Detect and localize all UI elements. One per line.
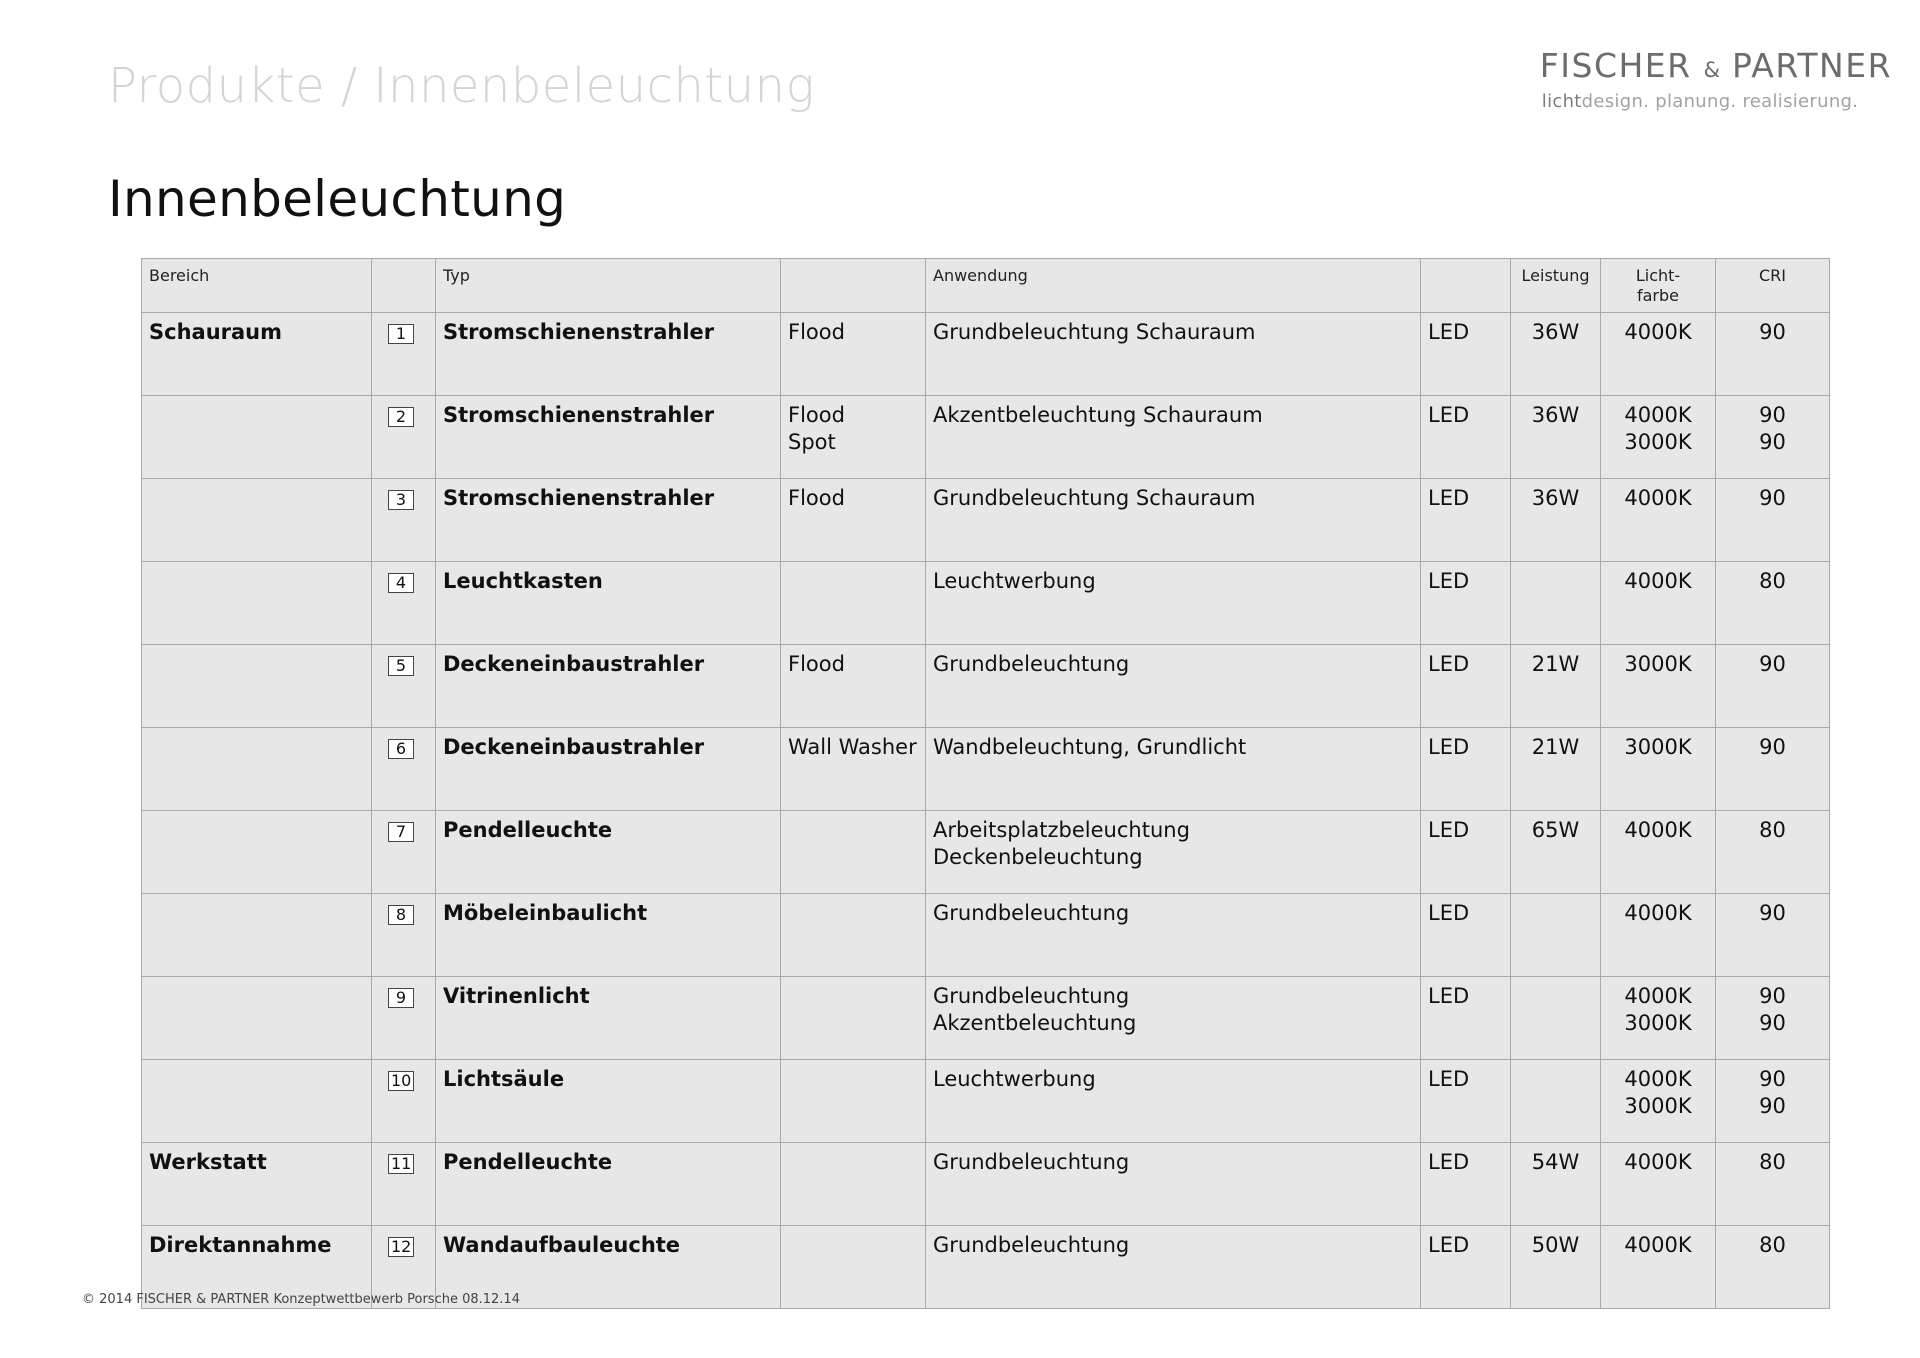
cell-anwendung: Wandbeleuchtung, Grundlicht — [926, 728, 1421, 811]
table-row — [142, 1143, 1830, 1226]
header-title: Produkte / Innenbeleuchtung — [108, 58, 815, 114]
item-number-badge: 5 — [388, 656, 414, 676]
cell-lichtfarbe — [1601, 396, 1716, 479]
header-variante — [781, 259, 926, 313]
header-bereich: Bereich — [142, 259, 372, 313]
cell-bereich — [142, 728, 372, 811]
cell-variante — [781, 894, 926, 977]
cell-bereich — [142, 479, 372, 562]
cell-nr — [372, 562, 436, 645]
cell-nr — [372, 645, 436, 728]
cell-typ: Deckeneinbaustrahler — [436, 728, 781, 811]
logo-tagline — [1542, 91, 1892, 112]
cell-bereich — [142, 894, 372, 977]
logo-ampersand: & — [1703, 58, 1720, 82]
item-number-badge: 3 — [388, 490, 414, 510]
cell-bereich: Werkstatt — [142, 1143, 372, 1226]
cell-bereich — [142, 645, 372, 728]
cell-leistung — [1511, 977, 1601, 1060]
cell-lichtfarbe: 3000K — [1601, 645, 1716, 728]
cell-variante: Flood — [781, 645, 926, 728]
cell-lichtfarbe-line: 3000K — [1624, 430, 1692, 454]
cell-quelle: LED — [1421, 811, 1511, 894]
cell-typ: Pendelleuchte — [436, 1143, 781, 1226]
cell-quelle: LED — [1421, 1060, 1511, 1143]
item-number-badge: 4 — [388, 573, 414, 593]
cell-lichtfarbe-line: 4000K — [1624, 984, 1692, 1008]
cell-leistung: 21W — [1511, 645, 1601, 728]
cell-variante — [781, 1143, 926, 1226]
cell-nr — [372, 313, 436, 396]
cell-lichtfarbe: 4000K — [1601, 562, 1716, 645]
cell-cri: 90 — [1716, 728, 1830, 811]
cell-nr — [372, 894, 436, 977]
cell-variante — [781, 562, 926, 645]
cell-anwendung: Leuchtwerbung — [926, 1060, 1421, 1143]
cell-leistung: 54W — [1511, 1143, 1601, 1226]
cell-anwendung: Grundbeleuchtung — [926, 894, 1421, 977]
cell-nr — [372, 1143, 436, 1226]
table-row — [142, 977, 1830, 1060]
cell-cri: 90 — [1716, 479, 1830, 562]
product-table — [141, 258, 1830, 1309]
cell-quelle: LED — [1421, 396, 1511, 479]
cell-anwendung: Grundbeleuchtung — [926, 1143, 1421, 1226]
table-row — [142, 1060, 1830, 1143]
item-number-badge: 7 — [388, 822, 414, 842]
cell-variante: Flood — [781, 479, 926, 562]
item-number-badge: 10 — [388, 1071, 414, 1091]
header-lichtfarbe-line2: farbe — [1636, 286, 1679, 305]
cell-leistung — [1511, 894, 1601, 977]
company-logo — [1540, 46, 1892, 112]
item-number-badge: 2 — [388, 407, 414, 427]
cell-quelle: LED — [1421, 313, 1511, 396]
cell-cri-line: 90 — [1759, 1094, 1786, 1118]
header-nr — [372, 259, 436, 313]
cell-cri: 90 — [1716, 645, 1830, 728]
cell-cri: 90 — [1716, 313, 1830, 396]
cell-typ: Möbeleinbaulicht — [436, 894, 781, 977]
footer-copyright: © 2014 FISCHER & PARTNER Konzeptwettbewerb Porsche 08.12.14 — [82, 1292, 520, 1307]
table-row — [142, 894, 1830, 977]
cell-cri-line: 90 — [1759, 1011, 1786, 1035]
cell-typ: Stromschienenstrahler — [436, 313, 781, 396]
cell-variante-line: Spot — [788, 430, 836, 454]
table-row — [142, 562, 1830, 645]
cell-anwendung: Grundbeleuchtung — [926, 645, 1421, 728]
cell-leistung: 65W — [1511, 811, 1601, 894]
cell-lichtfarbe-line: 3000K — [1624, 1094, 1692, 1118]
logo-name-a: FISCHER — [1539, 46, 1692, 85]
cell-variante — [781, 1226, 926, 1309]
logo-tagline-rest: design. planung. realisierung. — [1581, 91, 1859, 112]
table-row — [142, 811, 1830, 894]
cell-leistung: 36W — [1511, 396, 1601, 479]
cell-bereich — [142, 562, 372, 645]
cell-lichtfarbe: 3000K — [1601, 728, 1716, 811]
cell-cri: 80 — [1716, 811, 1830, 894]
cell-variante: Wall Washer — [781, 728, 926, 811]
cell-anwendung: Grundbeleuchtung — [926, 1226, 1421, 1309]
cell-lichtfarbe — [1601, 1060, 1716, 1143]
cell-typ: Stromschienenstrahler — [436, 396, 781, 479]
item-number-badge: 8 — [388, 905, 414, 925]
cell-typ: Deckeneinbaustrahler — [436, 645, 781, 728]
cell-leistung: 36W — [1511, 479, 1601, 562]
cell-anwendung — [926, 977, 1421, 1060]
header-lichtfarbe-line1: Licht- — [1635, 266, 1681, 285]
cell-variante: Flood — [781, 313, 926, 396]
cell-anwendung: Leuchtwerbung — [926, 562, 1421, 645]
cell-cri: 80 — [1716, 562, 1830, 645]
cell-variante — [781, 1060, 926, 1143]
table-row — [142, 313, 1830, 396]
cell-lichtfarbe: 4000K — [1601, 894, 1716, 977]
cell-bereich — [142, 811, 372, 894]
logo-name — [1540, 46, 1892, 85]
item-number-badge: 11 — [388, 1154, 414, 1174]
cell-cri-line: 90 — [1759, 430, 1786, 454]
cell-variante — [781, 811, 926, 894]
cell-nr — [372, 396, 436, 479]
cell-lichtfarbe: 4000K — [1601, 1226, 1716, 1309]
header-cri: CRI — [1716, 259, 1830, 313]
cell-variante-line: Flood — [788, 403, 845, 427]
cell-cri — [1716, 1060, 1830, 1143]
cell-lichtfarbe-line: 4000K — [1624, 403, 1692, 427]
item-number-badge: 9 — [388, 988, 414, 1008]
header-leistung: Leistung — [1511, 259, 1601, 313]
header-lichtfarbe — [1601, 259, 1716, 313]
cell-cri: 80 — [1716, 1226, 1830, 1309]
cell-leistung: 21W — [1511, 728, 1601, 811]
cell-typ: Wandaufbauleuchte — [436, 1226, 781, 1309]
cell-quelle: LED — [1421, 1226, 1511, 1309]
item-number-badge: 1 — [388, 324, 414, 344]
cell-anwendung-line: Arbeitsplatzbeleuchtung — [933, 818, 1190, 842]
cell-nr — [372, 977, 436, 1060]
table-row — [142, 396, 1830, 479]
cell-cri — [1716, 396, 1830, 479]
cell-typ: Vitrinenlicht — [436, 977, 781, 1060]
cell-typ: Lichtsäule — [436, 1060, 781, 1143]
table-row — [142, 479, 1830, 562]
cell-anwendung-line: Grundbeleuchtung — [933, 984, 1130, 1008]
cell-quelle: LED — [1421, 894, 1511, 977]
table-row — [142, 645, 1830, 728]
cell-anwendung: Akzentbeleuchtung Schauraum — [926, 396, 1421, 479]
cell-lichtfarbe-line: 3000K — [1624, 1011, 1692, 1035]
cell-bereich — [142, 977, 372, 1060]
cell-lichtfarbe: 4000K — [1601, 811, 1716, 894]
cell-nr — [372, 728, 436, 811]
cell-lichtfarbe — [1601, 977, 1716, 1060]
header-quelle — [1421, 259, 1511, 313]
header-anwendung: Anwendung — [926, 259, 1421, 313]
cell-leistung — [1511, 1060, 1601, 1143]
cell-lichtfarbe: 4000K — [1601, 313, 1716, 396]
cell-anwendung: Grundbeleuchtung Schauraum — [926, 313, 1421, 396]
cell-cri-line: 90 — [1759, 984, 1786, 1008]
cell-typ: Stromschienenstrahler — [436, 479, 781, 562]
table-row — [142, 728, 1830, 811]
cell-anwendung-line: Akzentbeleuchtung — [933, 1011, 1137, 1035]
cell-lichtfarbe: 4000K — [1601, 1143, 1716, 1226]
cell-quelle: LED — [1421, 728, 1511, 811]
cell-bereich: Direktannahme — [142, 1226, 372, 1309]
cell-cri: 90 — [1716, 894, 1830, 977]
cell-anwendung-line: Deckenbeleuchtung — [933, 845, 1143, 869]
cell-nr — [372, 479, 436, 562]
cell-nr — [372, 811, 436, 894]
cell-anwendung: Grundbeleuchtung Schauraum — [926, 479, 1421, 562]
cell-variante — [781, 396, 926, 479]
header-typ: Typ — [436, 259, 781, 313]
cell-nr — [372, 1060, 436, 1143]
cell-cri: 80 — [1716, 1143, 1830, 1226]
cell-bereich — [142, 396, 372, 479]
cell-leistung: 36W — [1511, 313, 1601, 396]
page-title: Innenbeleuchtung — [108, 170, 567, 228]
logo-tagline-strong: licht — [1541, 91, 1582, 112]
cell-lichtfarbe: 4000K — [1601, 479, 1716, 562]
logo-name-b: PARTNER — [1731, 46, 1892, 85]
cell-cri — [1716, 977, 1830, 1060]
cell-typ: Pendelleuchte — [436, 811, 781, 894]
table-body — [142, 313, 1830, 1309]
cell-quelle: LED — [1421, 479, 1511, 562]
cell-quelle: LED — [1421, 645, 1511, 728]
cell-typ: Leuchtkasten — [436, 562, 781, 645]
cell-leistung: 50W — [1511, 1226, 1601, 1309]
cell-bereich — [142, 1060, 372, 1143]
cell-bereich: Schauraum — [142, 313, 372, 396]
cell-quelle: LED — [1421, 1143, 1511, 1226]
table-header-row — [142, 259, 1830, 313]
cell-cri-line: 90 — [1759, 403, 1786, 427]
cell-variante — [781, 977, 926, 1060]
cell-leistung — [1511, 562, 1601, 645]
cell-quelle: LED — [1421, 977, 1511, 1060]
item-number-badge: 12 — [388, 1237, 414, 1257]
item-number-badge: 6 — [388, 739, 414, 759]
cell-anwendung — [926, 811, 1421, 894]
cell-lichtfarbe-line: 4000K — [1624, 1067, 1692, 1091]
cell-cri-line: 90 — [1759, 1067, 1786, 1091]
cell-quelle: LED — [1421, 562, 1511, 645]
